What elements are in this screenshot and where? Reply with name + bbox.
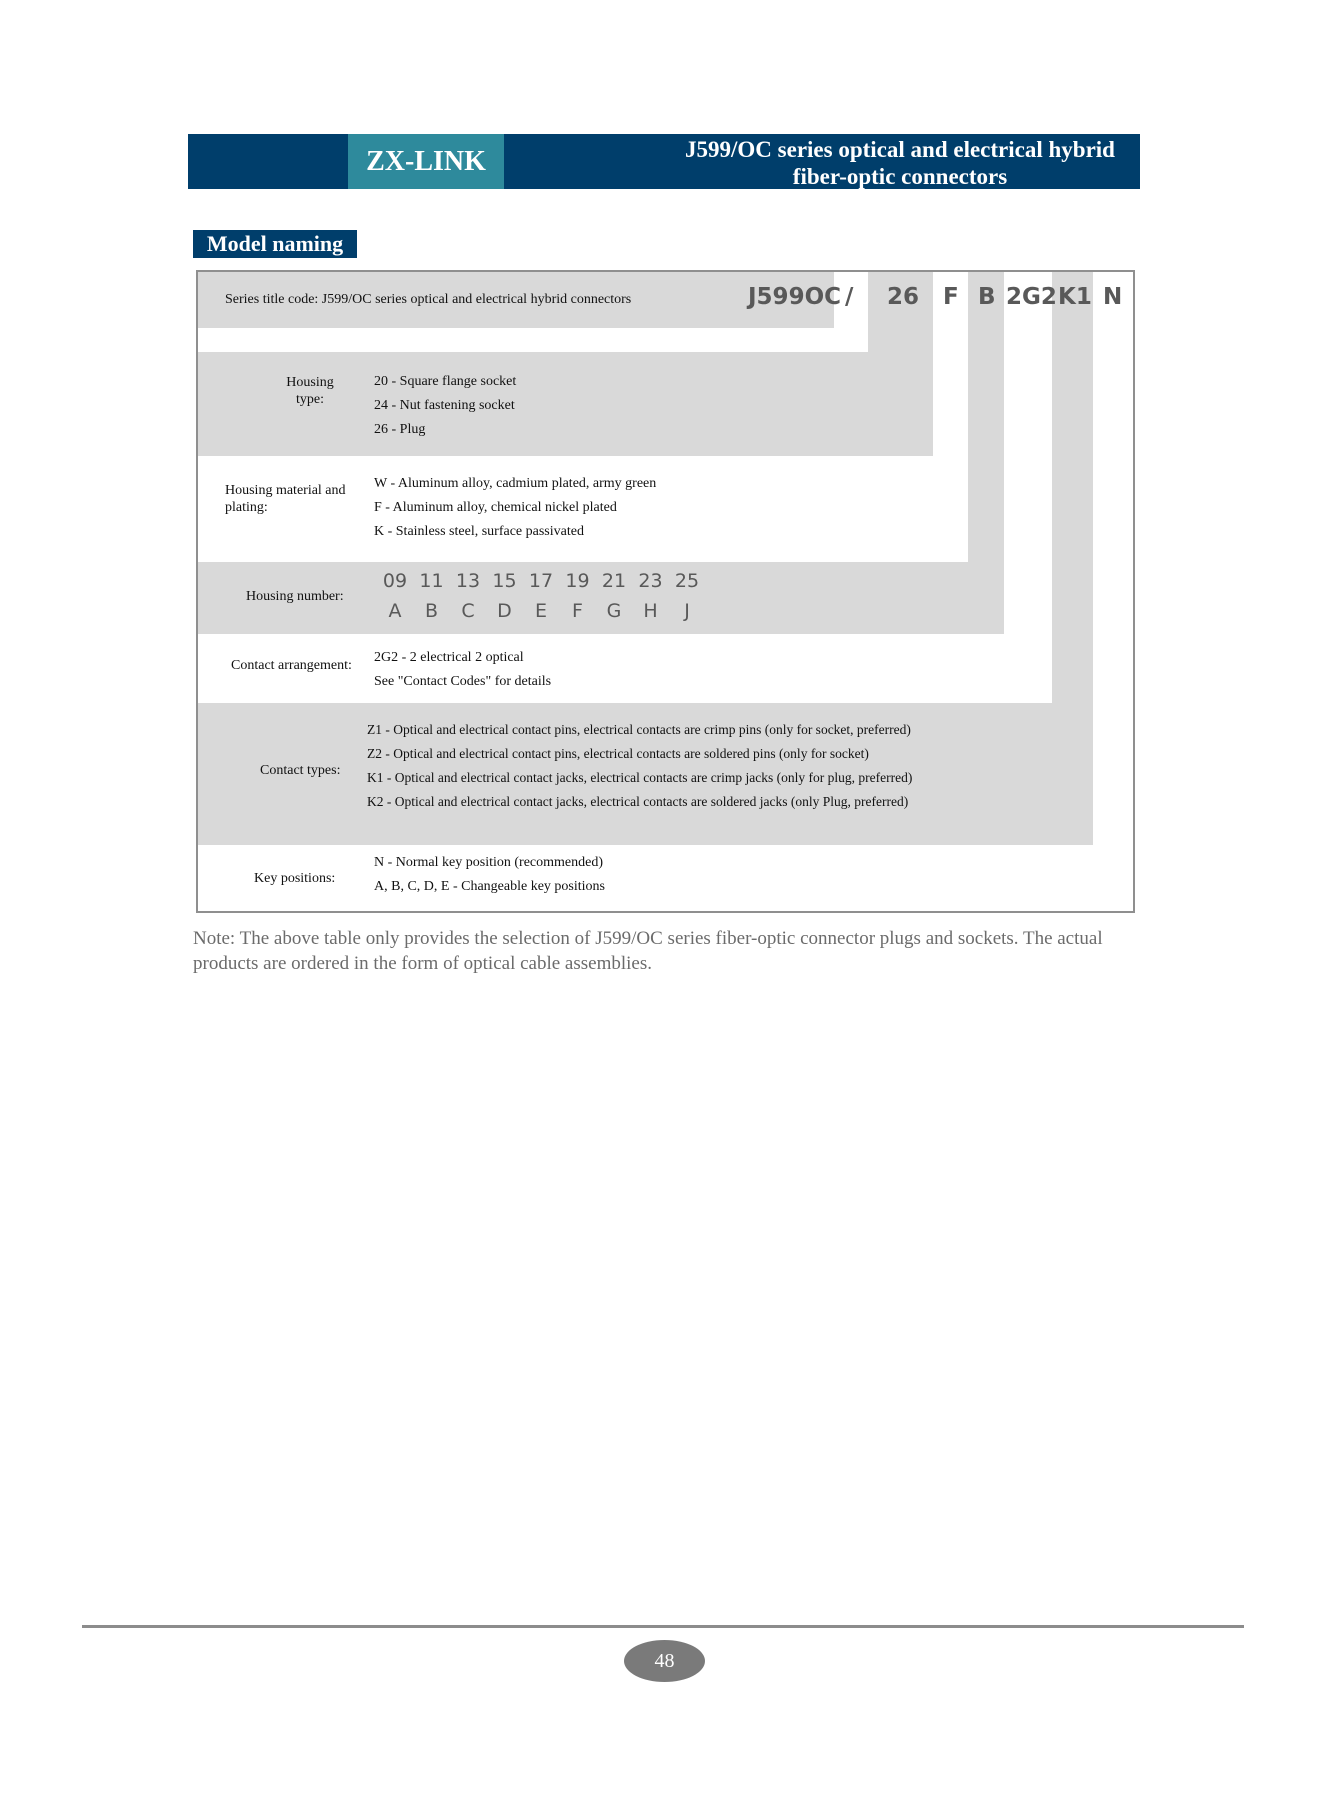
list-item: 24 - Nut fastening socket — [374, 398, 515, 413]
section-label: Model naming — [193, 230, 357, 258]
key-positions-label: Key positions: — [254, 871, 336, 886]
housing-type-options — [374, 370, 516, 442]
footer-divider — [82, 1625, 1244, 1628]
housing-number-value: 15 — [492, 570, 517, 592]
housing-number-letter: F — [572, 600, 583, 622]
housing-number-value: 25 — [674, 570, 700, 592]
contact-arrangement-label: Contact arrangement: — [231, 658, 352, 673]
housing-number-letter: G — [606, 600, 622, 622]
code-slash: / — [845, 284, 854, 310]
list-item: 20 - Square flange socket — [374, 374, 517, 389]
contact-arrangement-options — [374, 646, 551, 694]
list-item: K - Stainless steel, surface passivated — [374, 524, 584, 539]
housing-number-label: Housing number: — [246, 589, 344, 604]
code-contact-arrangement: 2G2 — [1006, 284, 1057, 310]
housing-number-letter: B — [424, 600, 439, 622]
housing-type-label: Housing type: — [286, 375, 334, 407]
housing-number-value: 09 — [382, 570, 408, 592]
code-housing-number: B — [978, 284, 996, 310]
page-title — [660, 136, 1140, 190]
list-item: A, B, C, D, E - Changeable key positions — [374, 879, 605, 894]
title-line-2: fiber-optic connectors — [792, 164, 1008, 189]
code-material: F — [943, 284, 959, 310]
code-key-position: N — [1103, 284, 1123, 310]
housing-number-letter: E — [534, 600, 547, 622]
code-housing-type: 26 — [887, 284, 920, 310]
list-item: 26 - Plug — [374, 422, 426, 437]
housing-number-value: 23 — [638, 570, 663, 592]
list-item: F - Aluminum alloy, chemical nickel plated — [374, 500, 617, 515]
housing-number-letter: H — [643, 600, 658, 622]
list-item: W - Aluminum alloy, cadmium plated, army green — [374, 476, 657, 491]
contact-types-options — [367, 718, 912, 814]
note-text: Note: The above table only provides the selection of J599/OC series fiber-optic connector plugs and sockets. The actual products are ordered in the form of optical cable assemblies. — [193, 928, 1103, 974]
housing-number-letter: A — [388, 600, 402, 622]
housing-number-value: 17 — [528, 570, 554, 592]
housing-number-value: 13 — [455, 570, 481, 592]
brand-logo: ZX-LINK — [348, 134, 504, 189]
title-line-1: J599/OC series optical and electrical hybrid — [685, 137, 1115, 162]
housing-material-options — [374, 472, 656, 544]
list-item: N - Normal key position (recommended) — [374, 855, 603, 870]
housing-number-letter: J — [684, 600, 690, 622]
list-item: K1 - Optical and electrical contact jacks, electrical contacts are crimp jacks (only for plug, preferred) — [367, 770, 913, 785]
series-code-text: Series title code: J599/OC series optical and electrical hybrid connectors — [225, 292, 632, 307]
code-series: J599OC — [748, 284, 841, 310]
code-contact-type: K1 — [1058, 284, 1092, 310]
key-positions-options — [374, 851, 605, 899]
housing-number-value: 19 — [565, 570, 590, 592]
housing-number-value: 11 — [419, 570, 444, 592]
housing-number-letter: D — [497, 600, 512, 622]
list-item: See "Contact Codes" for details — [374, 674, 552, 689]
list-item: 2G2 - 2 electrical 2 optical — [374, 650, 524, 665]
housing-material-label: Housing material and plating: — [225, 483, 346, 515]
list-item: Z2 - Optical and electrical contact pins, electrical contacts are soldered pins (only for socket) — [367, 746, 869, 761]
list-item: Z1 - Optical and electrical contact pins, electrical contacts are crimp pins (only for socket, preferred) — [367, 722, 911, 737]
list-item: K2 - Optical and electrical contact jacks, electrical contacts are soldered jacks (only Plug, preferred) — [367, 794, 909, 809]
contact-types-label: Contact types: — [260, 763, 341, 778]
housing-number-grid — [377, 570, 707, 626]
housing-number-value: 21 — [601, 570, 627, 592]
housing-number-letter: C — [461, 600, 475, 622]
page-number: 48 — [624, 1640, 705, 1682]
